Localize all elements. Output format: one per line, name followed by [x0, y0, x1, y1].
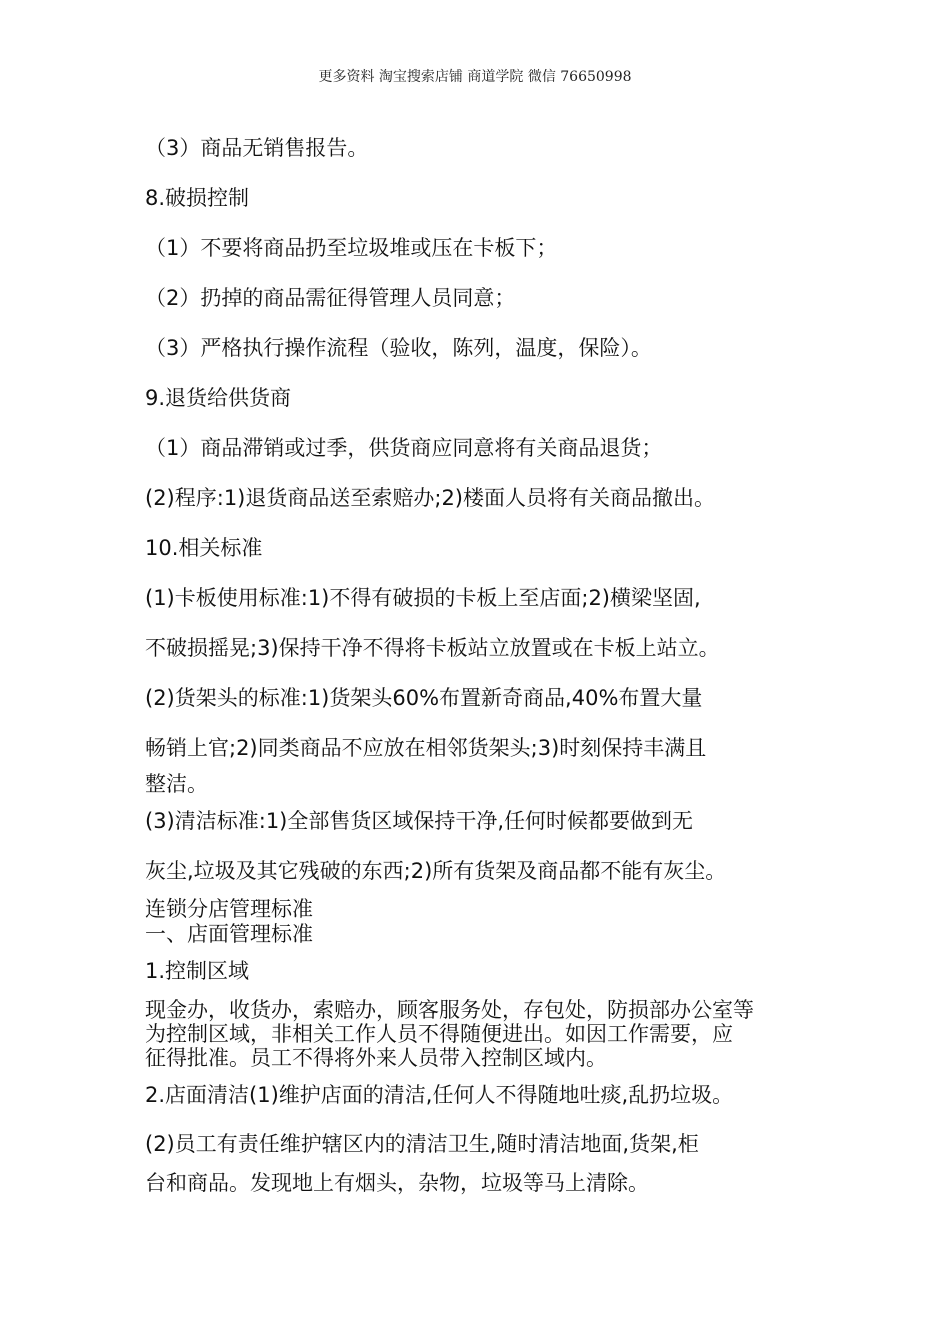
text-line: 为控制区域，非相关工作人员不得随便进出。如因工作需要，应: [145, 1022, 733, 1046]
text-line: (1)卡板使用标准:1)不得有破损的卡板上至店面;2)横梁坚固,: [145, 586, 701, 610]
text-line: (2)程序:1)退货商品送至索赔办;2)楼面人员将有关商品撤出。: [145, 486, 716, 510]
section-heading: 一、店面管理标准: [145, 922, 313, 946]
text-line: （2）扔掉的商品需征得管理人员同意；: [145, 286, 516, 310]
text-line: 2.店面清洁(1)维护店面的清洁,任何人不得随地吐痰,乱扔垃圾。: [145, 1083, 734, 1107]
document-title: 连锁分店管理标准: [145, 897, 313, 921]
text-line: (2)员工有责任维护辖区内的清洁卫生,随时清洁地面,货架,柜: [145, 1132, 699, 1156]
text-line: 灰尘,垃圾及其它残破的东西;2)所有货架及商品都不能有灰尘。: [145, 859, 727, 883]
text-line: 台和商品。发现地上有烟头，杂物，垃圾等马上清除。: [145, 1171, 649, 1195]
text-line: (2)货架头的标准:1)货架头60%布置新奇商品,40%布置大量: [145, 686, 703, 710]
section-heading: 1.控制区域: [145, 959, 250, 983]
text-line: (3)清洁标准:1)全部售货区域保持干净,任何时候都要做到无: [145, 809, 694, 833]
text-line: （3）严格执行操作流程（验收，陈列，温度，保险）。: [145, 336, 652, 360]
page-header: 更多资料 淘宝搜索店铺 商道学院 微信 76650998: [318, 69, 632, 85]
text-line: （1）不要将商品扔至垃圾堆或压在卡板下；: [145, 236, 558, 260]
text-line: 不破损摇晃;3)保持干净不得将卡板站立放置或在卡板上站立。: [145, 636, 720, 660]
text-line: 现金办，收货办，索赔办，顾客服务处，存包处，防损部办公室等: [145, 998, 754, 1022]
section-heading: 9.退货给供货商: [145, 386, 292, 410]
text-line: 整洁。: [145, 772, 208, 796]
section-heading: 8.破损控制: [145, 186, 250, 210]
text-line: 畅销上官;2)同类商品不应放在相邻货架头;3)时刻保持丰满且: [145, 736, 707, 760]
text-line: （1）商品滞销或过季，供货商应同意将有关商品退货；: [145, 436, 663, 460]
section-heading: 10.相关标准: [145, 536, 263, 560]
text-line: （3）商品无销售报告。: [145, 136, 369, 160]
text-line: 征得批准。员工不得将外来人员带入控制区域内。: [145, 1046, 607, 1070]
